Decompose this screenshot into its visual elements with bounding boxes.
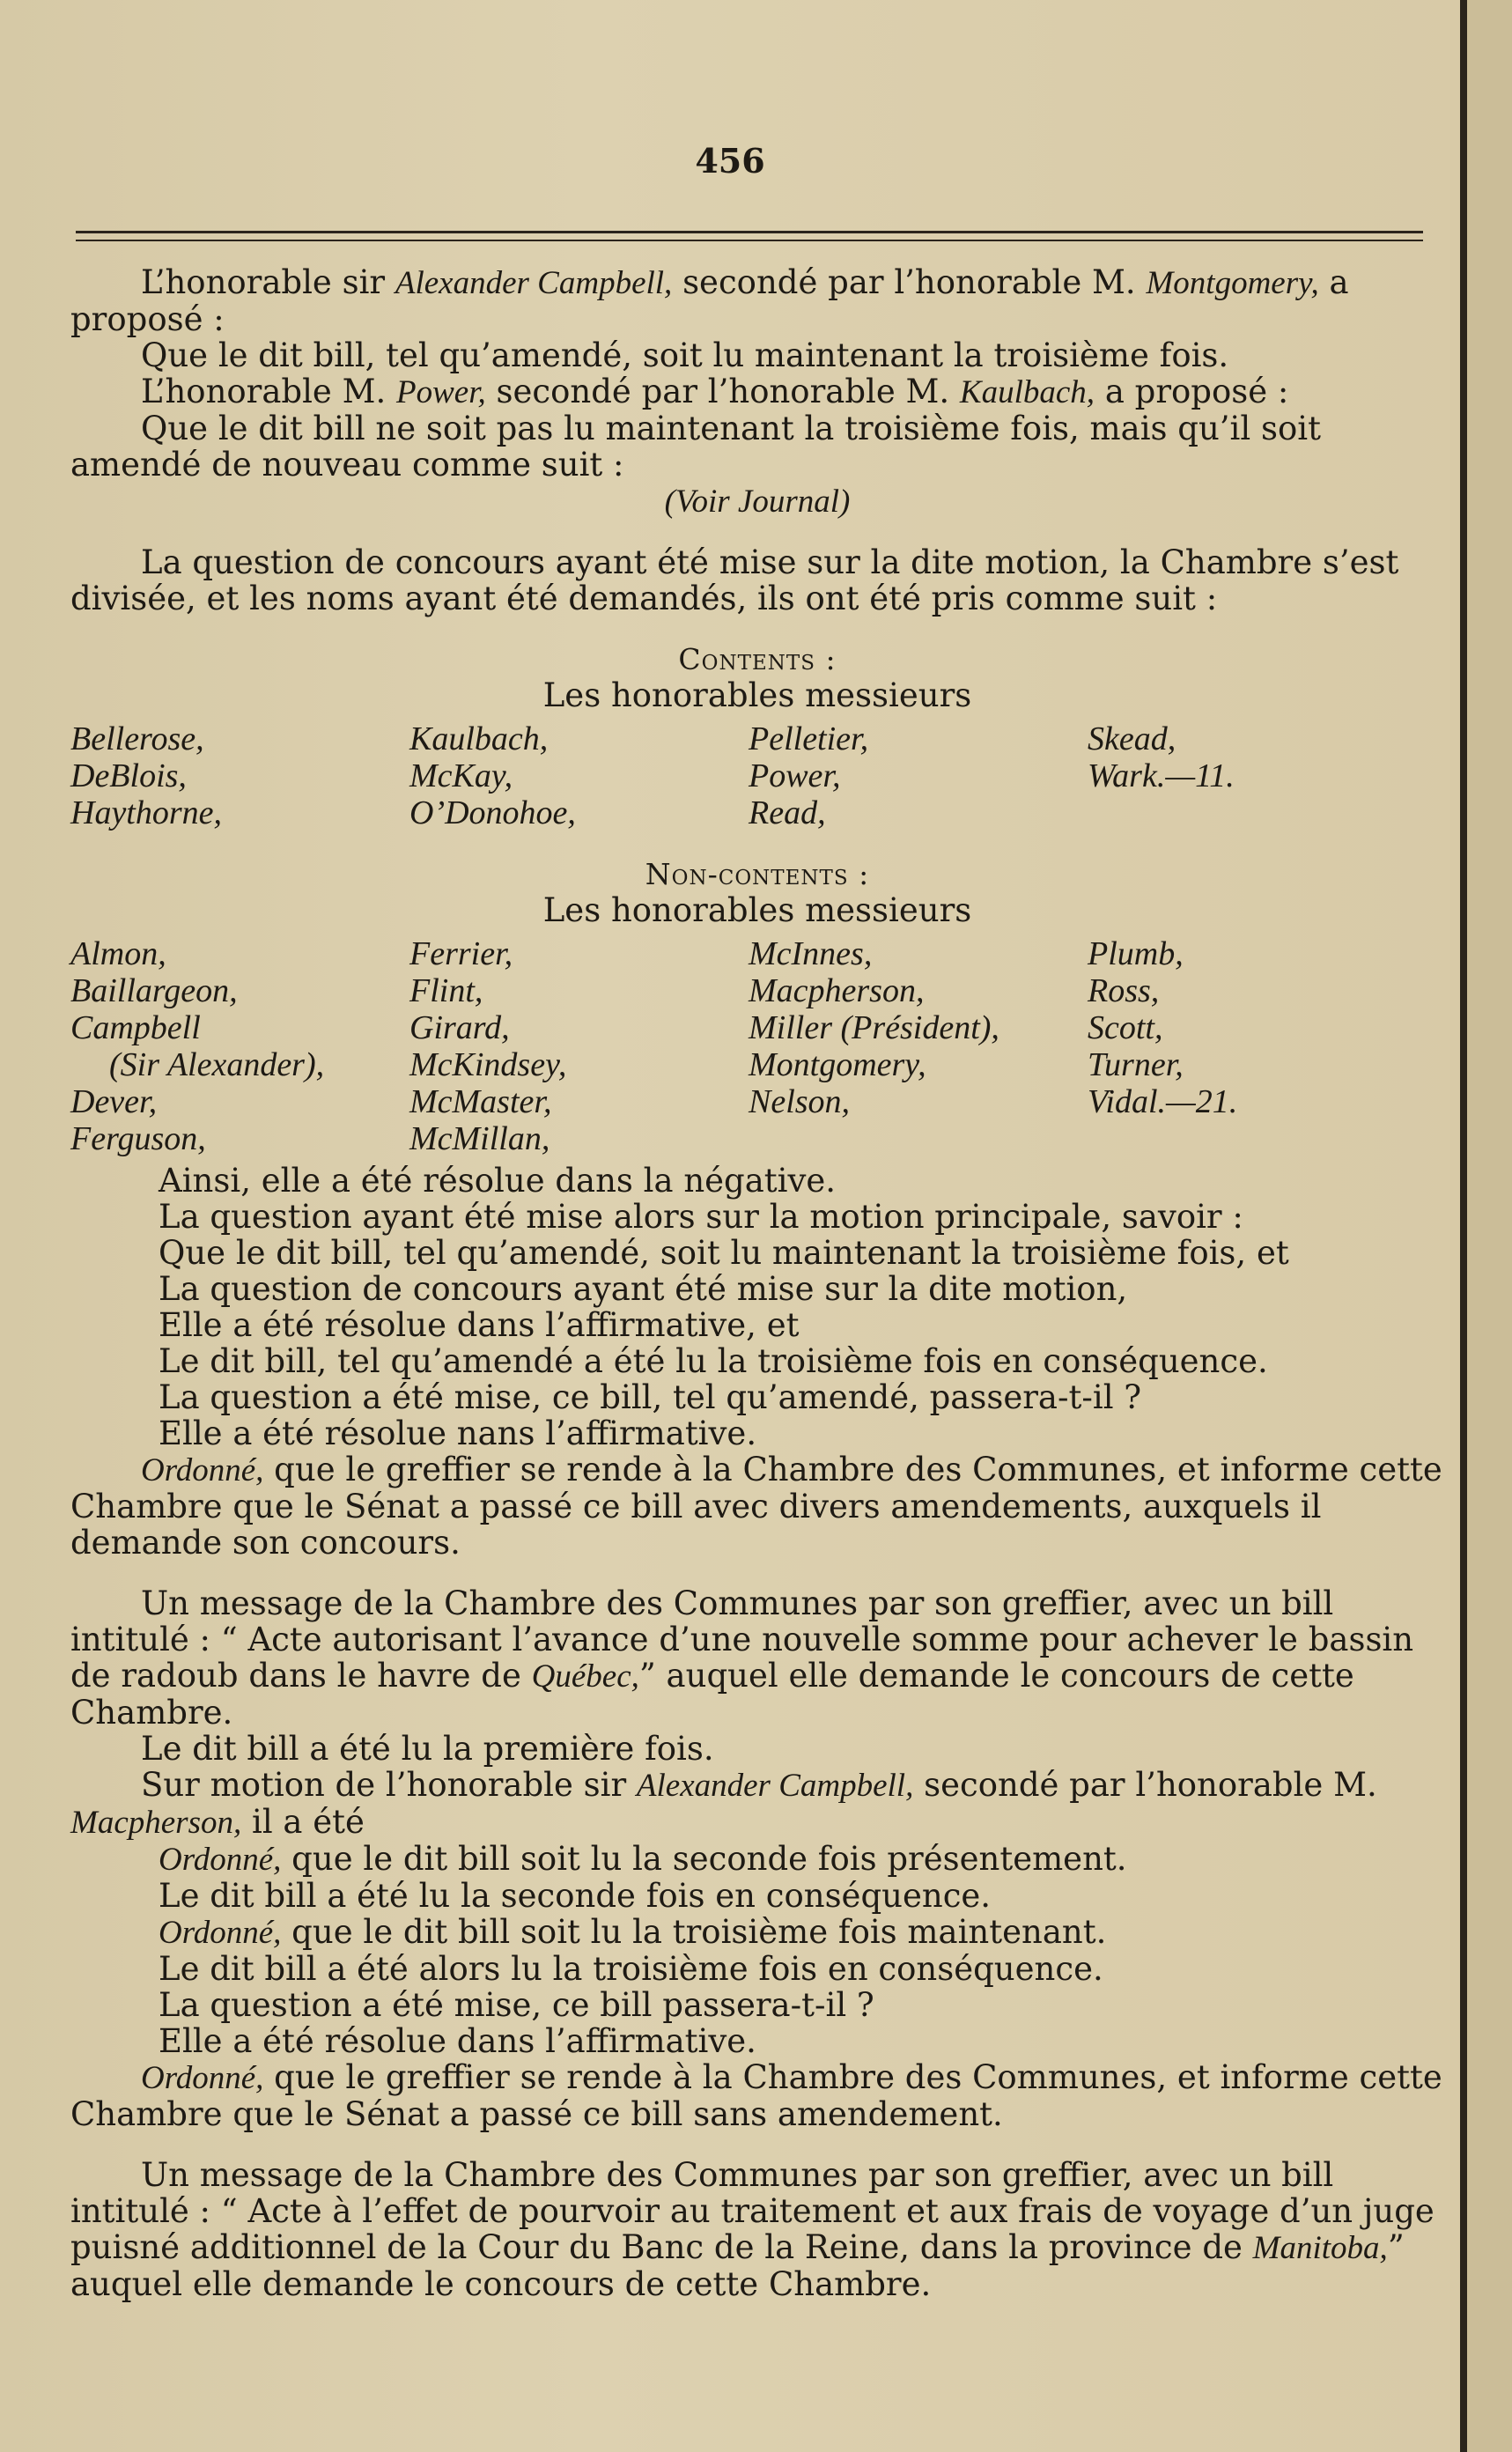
- non-contents-heading: Non-contents :: [645, 857, 870, 891]
- text-run: Sur motion de l’honorable sir: [141, 1766, 637, 1804]
- order-paragraph: [70, 1451, 1444, 1561]
- non-contents-subheading: Les honorables messieurs: [542, 891, 972, 929]
- name-cell: McKindsey,: [409, 1046, 567, 1083]
- page-gutter: [1460, 0, 1467, 2452]
- division-paragraph: La question de concours ayant été mise sur la dite motion, la Chambre s’est divisée, et les noms ayant été demandés, ils ont été pris comme suit :: [70, 543, 1399, 617]
- amendment-text: Que le dit bill ne soit pas lu maintenant la troisième fois, mais qu’il soit amendé de nouveau comme suit :: [70, 410, 1321, 484]
- text-run: ” auquel elle demande le concours de cette Chambre.: [70, 2228, 1405, 2303]
- name-cell: Skead,: [1088, 720, 1176, 757]
- ordonne-word: Ordonné,: [141, 1452, 264, 1488]
- name-cell: Pelletier,: [749, 720, 869, 757]
- adjacent-page-edge: [1467, 0, 1512, 2452]
- ordonne-word: Ordonné,: [159, 1842, 282, 1878]
- result-line: La question ayant été mise alors sur la motion principale, savoir :: [159, 1198, 1243, 1236]
- text-run: Le dit bill a été alors lu la troisième fois en conséquence.: [159, 1950, 1103, 1988]
- result-line: La question de concours ayant été mise sur la dite motion,: [159, 1270, 1128, 1308]
- senator-name: Montgomery,: [1146, 265, 1319, 301]
- name-cell: Dever,: [70, 1083, 158, 1120]
- name-cell: Almon,: [70, 935, 166, 972]
- text-run: que le greffier se rende à la Chambre des Communes, et informe cette Chambre que le Sénat a passé ce bill avec divers amendements, auxquels il demande son concours.: [70, 1451, 1442, 1562]
- name-cell: McKay,: [409, 757, 513, 794]
- senator-name: Kaulbach,: [959, 374, 1095, 410]
- result-line: Elle a été résolue nans l’affirmative.: [159, 1414, 757, 1452]
- result-line: Le dit bill, tel qu’amendé a été lu la troisième fois en conséquence.: [159, 1342, 1268, 1380]
- name-cell: DeBlois,: [70, 757, 187, 794]
- name-cell: O’Donohoe,: [409, 794, 576, 831]
- name-cell: Read,: [749, 794, 826, 831]
- result-lines: [70, 1163, 1444, 1451]
- name-cell: Ross,: [1088, 972, 1160, 1009]
- name-cell: Scott,: [1088, 1009, 1163, 1046]
- name-cell: Girard,: [409, 1009, 510, 1046]
- name-cell: McMaster,: [409, 1083, 552, 1120]
- contents-subheading: Les honorables messieurs: [542, 676, 972, 714]
- name-cell: [749, 1120, 1088, 1157]
- message-paragraph-2: [70, 2157, 1444, 2302]
- text-run: que le dit bill soit lu la seconde fois présentement.: [281, 1840, 1127, 1878]
- header-rule-thin: [76, 240, 1423, 241]
- result-line: Ainsi, elle a été résolue dans la négative.: [159, 1162, 837, 1200]
- motion-text: Que le dit bill, tel qu’amendé, soit lu maintenant la troisième fois.: [141, 336, 1229, 374]
- name-cell: [1088, 1120, 1427, 1157]
- name-cell: Campbell: [70, 1009, 201, 1046]
- senator-name: Alexander Campbell,: [636, 1768, 914, 1804]
- step-line: [159, 1841, 1444, 1878]
- text-run: L’honorable sir: [141, 263, 395, 301]
- name-cell: Macpherson,: [749, 972, 925, 1009]
- result-line: Que le dit bill, tel qu’amendé, soit lu maintenant la troisième fois, et: [159, 1234, 1289, 1272]
- step-line: [159, 2023, 1444, 2059]
- name-cell: Wark.—11.: [1088, 757, 1235, 794]
- contents-heading: Contents :: [678, 642, 837, 676]
- name-cell: Kaulbach,: [409, 720, 549, 757]
- document-body: [70, 264, 1444, 2302]
- name-cell: Ferrier,: [409, 935, 513, 972]
- name-cell: Power,: [749, 757, 841, 794]
- motion-paragraph: [70, 264, 1444, 337]
- ordonne-word: Ordonné,: [141, 2060, 264, 2096]
- name-cell: (Sir Alexander),: [109, 1046, 325, 1083]
- text-run: Un message de la Chambre des Communes par son greffier, avec un bill intitulé : “ Acte autorisant l’avance d’une nouvelle somme pour achever le bassin de radoub dans le havre de: [70, 1584, 1414, 1695]
- result-line: La question a été mise, ce bill, tel qu’amendé, passera-t-il ?: [159, 1378, 1142, 1416]
- name-cell: Turner,: [1088, 1046, 1184, 1083]
- step-line: [159, 1914, 1444, 1951]
- text-run: que le dit bill soit lu la troisième fois maintenant.: [281, 1913, 1107, 1951]
- amendment-paragraph: [70, 373, 1444, 410]
- place-name: Manitoba,: [1252, 2230, 1388, 2266]
- senator-name: Power,: [396, 374, 486, 410]
- text-run: Un message de la Chambre des Communes par son greffier, avec un bill intitulé : “ Acte à l’effet de pourvoir au traitement et aux frais de voyage d’un juge puisné additionnel de la Cour du Banc de la Reine, dans la province de: [70, 2156, 1435, 2266]
- name-cell: McMillan,: [409, 1120, 550, 1157]
- place-name: Québec,: [531, 1658, 639, 1695]
- name-cell: Baillargeon,: [70, 972, 238, 1009]
- step-lines: [70, 1841, 1444, 2059]
- name-cell: Vidal.—21.: [1088, 1083, 1238, 1120]
- text-run: ” auquel elle demande le concours de cette Chambre.: [70, 1657, 1354, 1732]
- non-contents-names: [70, 935, 1444, 1157]
- text-run: Le dit bill a été lu la seconde fois en conséquence.: [159, 1877, 992, 1915]
- text-run: a proposé :: [70, 263, 1349, 338]
- motion-paragraph-2: [70, 1767, 1444, 1841]
- senator-name: Macpherson,: [70, 1805, 242, 1841]
- voir-journal-text: (Voir Journal): [664, 484, 851, 520]
- text-run: que le greffier se rende à la Chambre des Communes, et informe cette Chambre que le Sénat a passé ce bill sans amendement.: [70, 2058, 1442, 2133]
- text-run: a proposé :: [1095, 373, 1289, 410]
- first-reading: Le dit bill a été lu la première fois.: [141, 1730, 714, 1768]
- text-run: La question a été mise, ce bill passera-t-il ?: [159, 1986, 874, 2024]
- contents-names: [70, 720, 1444, 831]
- name-cell: McInnes,: [749, 935, 873, 972]
- name-cell: Miller (Président),: [749, 1009, 999, 1046]
- name-cell: Nelson,: [749, 1083, 851, 1120]
- order-paragraph-2: [70, 2059, 1444, 2132]
- name-cell: [1088, 794, 1427, 831]
- senator-name: Alexander Campbell,: [395, 265, 673, 301]
- step-line: [159, 1987, 1444, 2023]
- text-run: L’honorable M.: [141, 373, 397, 410]
- text-run: secondé par l’honorable M.: [672, 263, 1147, 301]
- voir-journal: [70, 483, 1444, 520]
- name-cell: Flint,: [409, 972, 483, 1009]
- name-cell: Haythorne,: [70, 794, 223, 831]
- step-line: [159, 1951, 1444, 1987]
- name-cell: Plumb,: [1088, 935, 1184, 972]
- name-cell: Montgomery,: [749, 1046, 926, 1083]
- text-run: il a été: [241, 1803, 365, 1841]
- message-paragraph: [70, 1585, 1444, 1731]
- name-cell: Ferguson,: [70, 1120, 206, 1157]
- page-number: 456: [695, 141, 765, 181]
- text-run: secondé par l’honorable M.: [913, 1766, 1377, 1804]
- step-line: [159, 1878, 1444, 1914]
- text-run: Elle a été résolue dans l’affirmative.: [159, 2022, 756, 2060]
- result-line: Elle a été résolue dans l’affirmative, et: [159, 1306, 800, 1344]
- header-rule: [76, 231, 1423, 233]
- ordonne-word: Ordonné,: [159, 1915, 282, 1951]
- name-cell: Bellerose,: [70, 720, 204, 757]
- text-run: secondé par l’honorable M.: [485, 373, 960, 410]
